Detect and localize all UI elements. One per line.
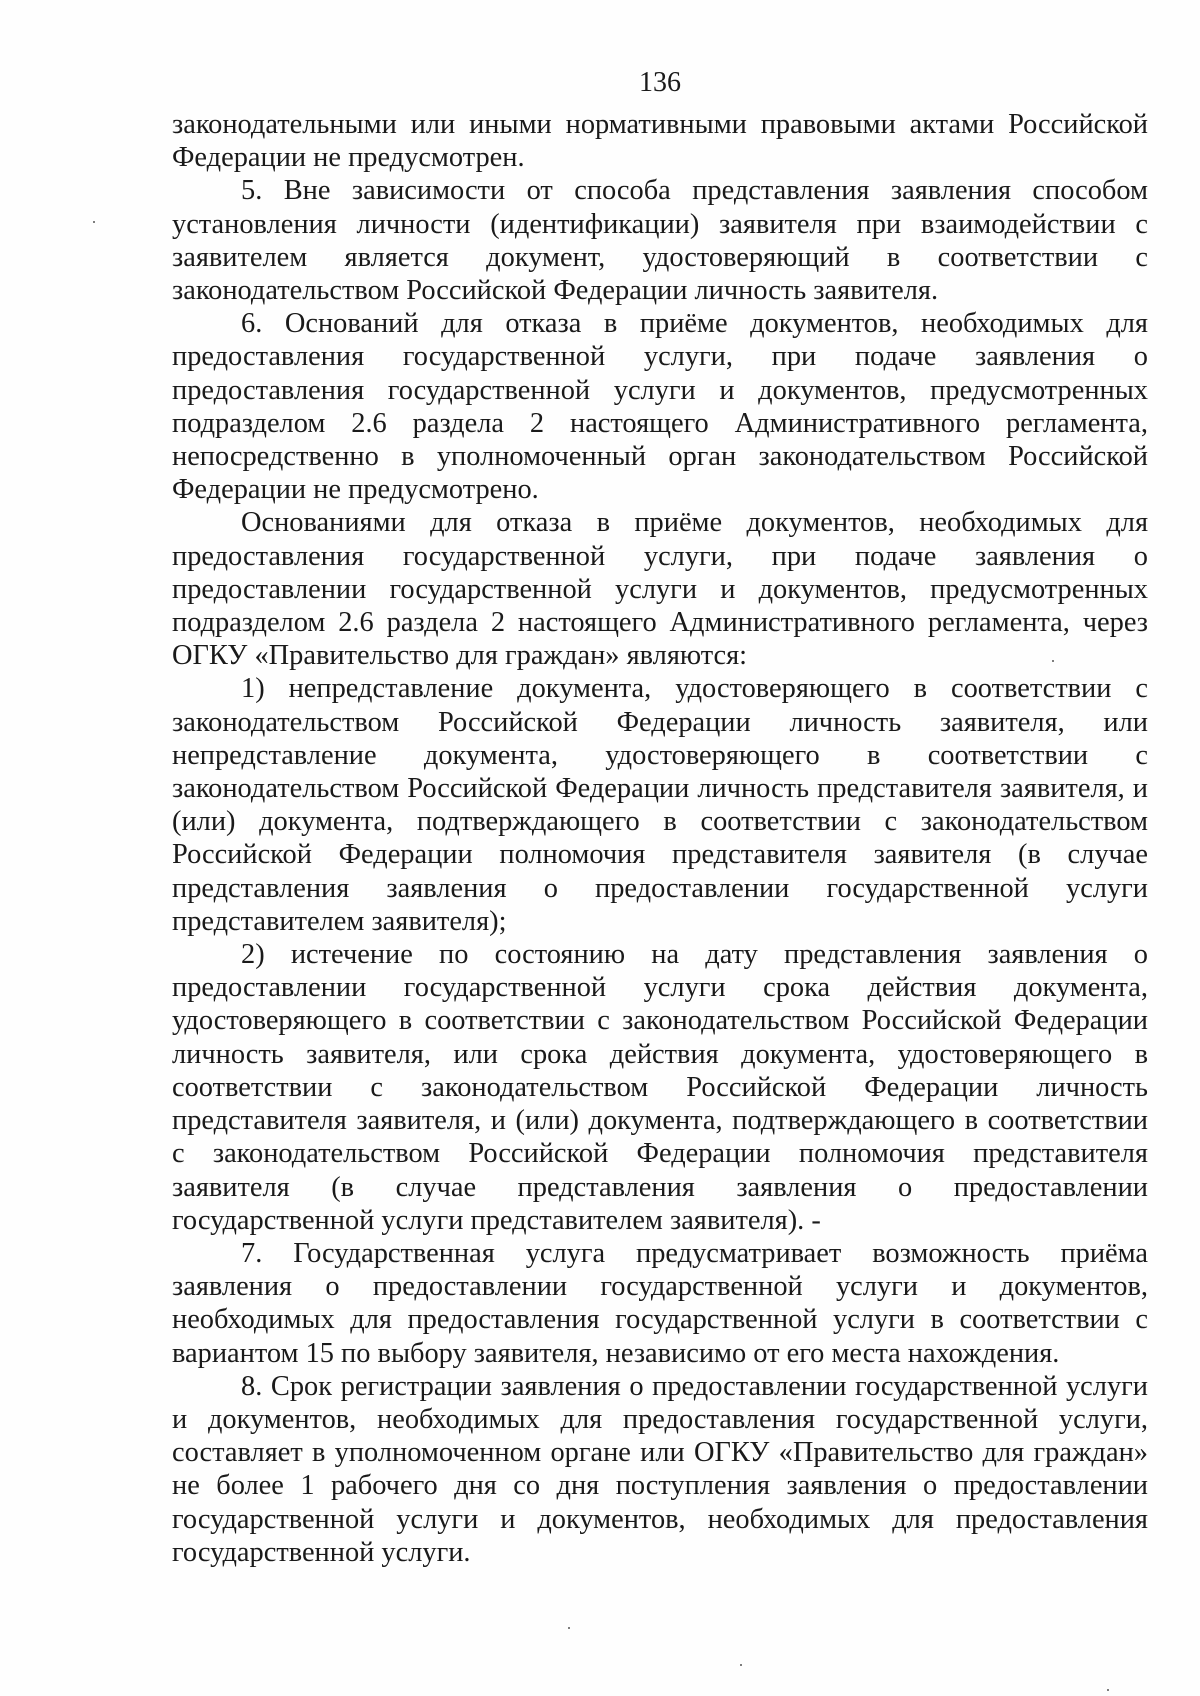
paragraph-item-7: 7. Государственная услуга предусматривает возможность приёма заявления о предоставлении государственной услуги и документов, необходимых для предоставления государственной услуги в соответствии с вариантом 15 по выбору заявителя, независимо от его места нахождения. (172, 1237, 1148, 1369)
scan-speck (1107, 1689, 1109, 1691)
scan-speck (93, 221, 95, 223)
scan-speck (568, 1627, 570, 1629)
paragraph-continuation: законодательными или иными нормативными правовыми актами Российской Федерации не предусмотрен. (172, 109, 1148, 174)
scan-speck (1052, 660, 1054, 662)
scan-speck (740, 1664, 742, 1666)
paragraph-grounds: Основаниями для отказа в приёме документов, необходимых для предоставления государственной услуги, при подаче заявления о предоставлении государственной услуги и документов, предусмотренных подразделом 2.6 раздела 2 настоящего Административного регламента, через ОГКУ «Правительство для граждан» являются: (172, 507, 1148, 672)
document-body (172, 108, 1148, 1569)
paragraph-subitem-1: 1) непредставление документа, удостоверяющего в соответствии с законодательством Российской Федерации личность заявителя, или непредставление документа, удостоверяющего в соответствии с законодательством Российской Федерации личность представителя заявителя, и (или) документа, подтверждающего в соответствии с законодательством Российской Федерации полномочия представителя заявителя (в случае представления заявления о предоставлении государственной услуги представителем заявителя); (172, 673, 1148, 937)
paragraph-item-5: 5. Вне зависимости от способа представления заявления способом установления личности (идентификации) заявителя при взаимодействии с заявителем является документ, удостоверяющий в соответствии с законодательством Российской Федерации личность заявителя. (172, 175, 1148, 307)
page-number: 136 (639, 67, 681, 98)
paragraph-subitem-2: 2) истечение по состоянию на дату представления заявления о предоставлении государственной услуги срока действия документа, удостоверяющего в соответствии с законодательством Российской Федерации личность заявителя, или срока действия документа, удостоверяющего в соответствии с законодательством Российской Федерации личность представителя заявителя, и (или) документа, подтверждающего в соответствии с законодательством Российской Федерации полномочия представителя заявителя (в случае представления заявления о предоставлении государственной услуги представителем заявителя). - (172, 939, 1148, 1236)
paragraph-item-6: 6. Оснований для отказа в приёме документов, необходимых для предоставления государственной услуги, при подаче заявления о предоставления государственной услуги и документов, предусмотренных подразделом 2.6 раздела 2 настоящего Административного регламента, непосредственно в уполномоченный орган законодательством Российской Федерации не предусмотрено. (172, 308, 1148, 506)
paragraph-item-8: 8. Срок регистрации заявления о предоставлении государственной услуги и документов, необходимых для предоставления государственной услуги, составляет в уполномоченном органе или ОГКУ «Правительство для граждан» не более 1 рабочего дня со дня поступления заявления о предоставлении государственной услуги и документов, необходимых для предоставления государственной услуги. (172, 1370, 1148, 1568)
